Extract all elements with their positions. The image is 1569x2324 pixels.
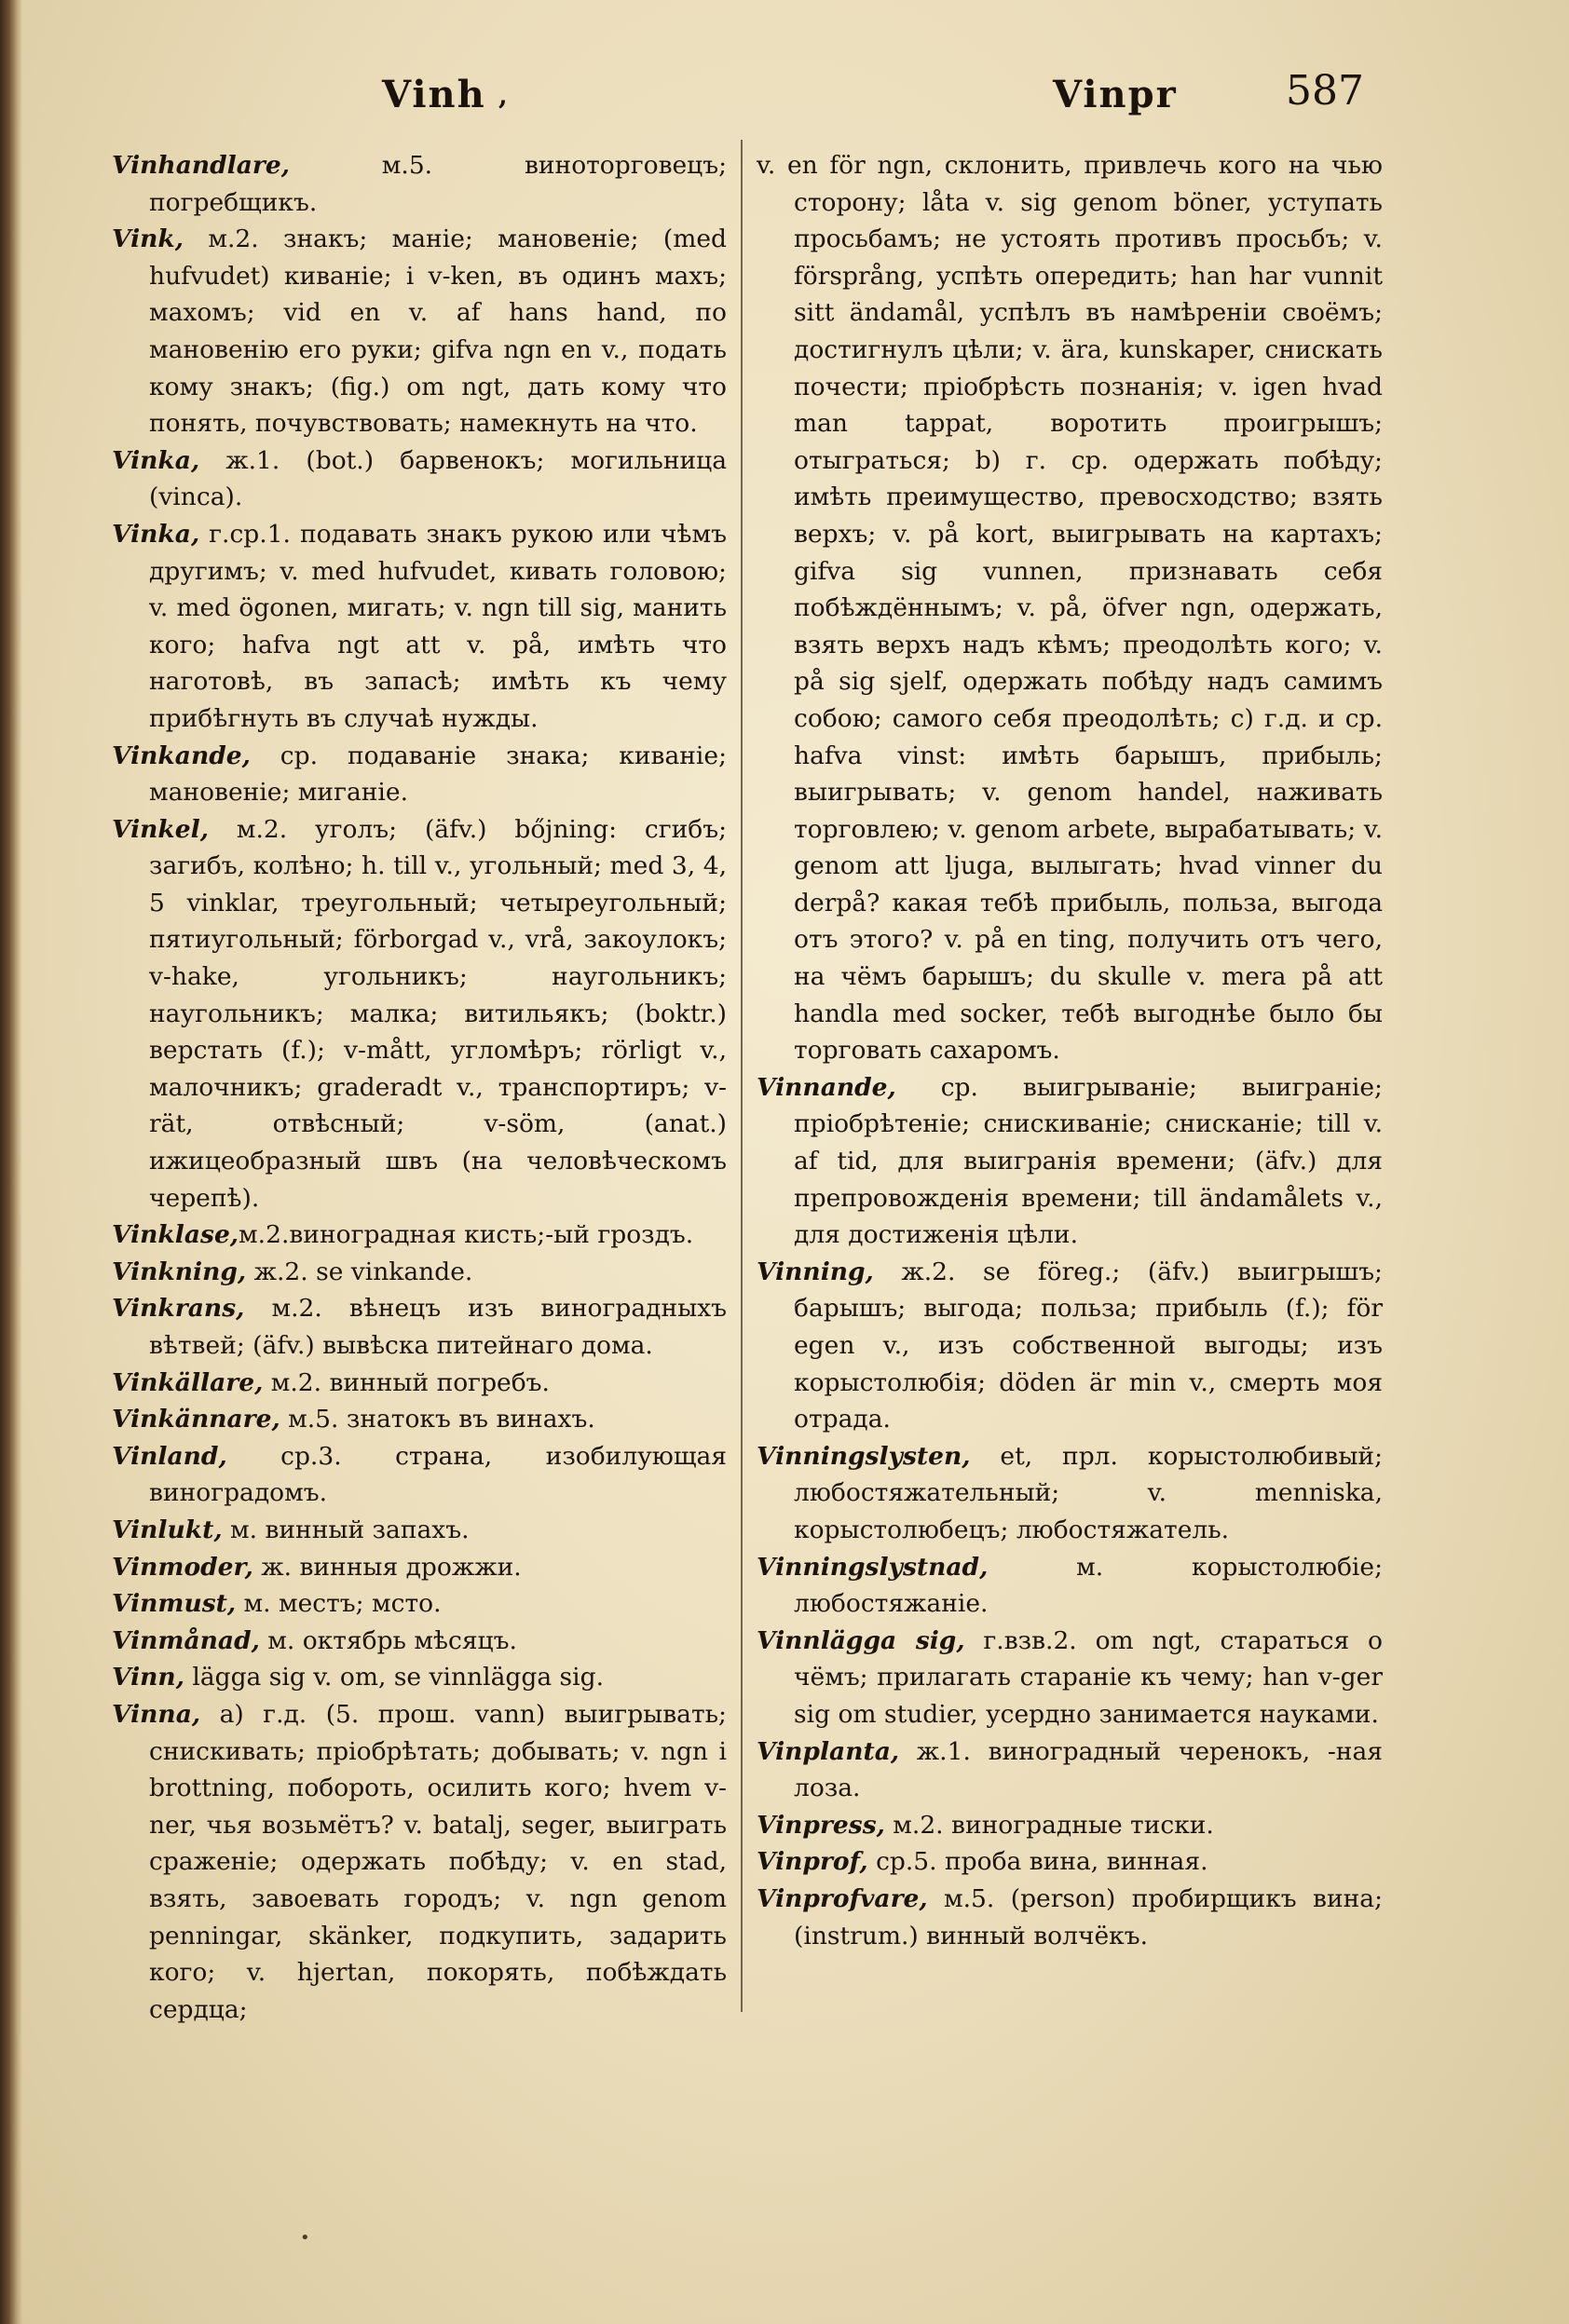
entry-definition: а) г.д. (5. прош. vann) выигрывать; снискивать; пріобрѣтать; добывать; v. ngn i brottning, побороть, осилить кого; hvem v-ner, чья возьмётъ? v. batalj, seger, выиграть сраженіе; одержать побѣду; v. en stad, взять, завоевать городъ; v. ngn genom penningar, skänker, подкупить, задарить кого; v. hjertan, покорять, побѣждать сердца;	[149, 1699, 727, 2024]
dictionary-entry	[112, 221, 727, 442]
entry-headword: Vinn,	[112, 1663, 184, 1692]
entry-definition: ж.1. (bot.) барвенокъ; могильница (vinca).	[149, 445, 727, 512]
header-mark: ,	[498, 80, 510, 111]
entry-headword: Vinkel,	[112, 814, 209, 844]
dictionary-entry	[112, 1365, 727, 1402]
book-binding-edge	[0, 0, 22, 2324]
dictionary-entry	[757, 1069, 1383, 1254]
dictionary-entry	[112, 1585, 727, 1623]
page-number: 587	[1286, 67, 1364, 115]
entry-headword: Vinmoder,	[112, 1552, 253, 1582]
header-right-guide-word: Vinpr	[1053, 73, 1178, 116]
entry-definition: м.2. уголъ; (äfv.) bőjning: сгибъ; загибъ, колѣно; h. till v., угольный; med 3, 4, 5 vinklar, треугольный; четыреугольный; пятиугольный; förborgad v., vrå, закоулокъ; v-hake, угольникъ; наугольникъ; наугольникъ; малка; витильякъ; (boktr.) верстать (f.); v-mått, угломѣръ; rörligt v., малочникъ; graderadt v., транспортиръ; v-rät, отвѣсный; v-söm, (anat.) ижицеобразный швъ (на человѣческомъ черепѣ).	[149, 814, 727, 1213]
entry-headword: Vinnlägga sig,	[757, 1625, 965, 1655]
entry-definition: ж.1. виноградный черенокъ, -ная лоза.	[794, 1736, 1383, 1803]
entry-definition: г.взв.2. om ngt, стараться о чёмъ; прилагать стараніе къ чему; han v-ger sig om studier, усердно занимается науками.	[794, 1625, 1383, 1729]
dictionary-entry	[112, 738, 727, 811]
entry-definition: м.2. винный погребъ.	[263, 1367, 550, 1397]
entry-headword: Vinland,	[112, 1441, 227, 1471]
entry-definition: ср. выигрываніе; выиграніе; пріобрѣтеніе; снискиваніе; снисканіе; till v. af tid, для выигранія времени; (äfv.) для препровожденія времени; till ändamålets v., для достиженія цѣли.	[794, 1072, 1383, 1250]
entry-headword: Vinka,	[112, 519, 200, 549]
entry-definition: м.5. виноторговецъ; погребщикъ.	[149, 151, 727, 217]
dictionary-entry	[112, 442, 727, 516]
entry-headword: Vinmust,	[112, 1589, 237, 1619]
entry-definition: et, прл. корыстолюбивый; любостяжательный; v. menniska, корыстолюбецъ; любостяжатель.	[794, 1441, 1383, 1544]
entry-headword: Vinlukt,	[112, 1515, 223, 1544]
entry-definition: м. октябрь мѣсяцъ.	[259, 1625, 517, 1655]
entry-headword: Vinna,	[112, 1699, 201, 1729]
dictionary-entry	[112, 1216, 727, 1254]
entry-definition: ср.3. страна, изобилующая виноградомъ.	[149, 1441, 727, 1508]
dictionary-entry	[112, 1696, 727, 2028]
dictionary-entry	[112, 811, 727, 1217]
dictionary-entry	[112, 1254, 727, 1291]
dictionary-entry	[757, 1438, 1383, 1549]
entry-definition: ж.2. se vinkande.	[246, 1257, 473, 1286]
left-column	[112, 147, 727, 2028]
dictionary-entry	[757, 1843, 1383, 1881]
entry-headword: Vinningslysten,	[757, 1441, 971, 1471]
dictionary-entry	[757, 1807, 1383, 1844]
entry-definition: ж. винныя дрожжи.	[252, 1552, 522, 1582]
right-column	[757, 147, 1383, 1954]
entry-definition: ср.5. проба вина, винная.	[867, 1847, 1208, 1877]
entry-definition: м.2. знакъ; маніе; мановеніе; (med hufvudet) киваніе; i v-ken, въ одинъ махъ; махомъ; vid en v. af hans hand, по мановенію его руки; gifva ngn en v., подать кому знакъ; (fig.) om ngt, дать кому что понять, почувствовать; намекнуть на что.	[149, 224, 727, 439]
dictionary-entry	[112, 1401, 727, 1438]
entry-definition: м.5. знатокъ въ винахъ.	[280, 1405, 595, 1434]
entry-headword: Vinprofvare,	[757, 1883, 928, 1913]
entry-definition: ср. подаваніе знака; киваніе; мановеніе; миганіе.	[149, 741, 727, 808]
dictionary-entry	[757, 1733, 1383, 1807]
entry-definition: г.ср.1. подавать знакъ рукою или чѣмъ другимъ; v. med hufvudet, кивать головою; v. med ögonen, мигать; v. ngn till sig, манить кого; hafva ngt att v. på, имѣть что наготовѣ, въ запасѣ; имѣть къ чему прибѣгнуть въ случаѣ нужды.	[149, 519, 727, 733]
entry-headword: Vinka,	[112, 445, 200, 475]
dictionary-entry	[112, 1290, 727, 1364]
entry-headword: Vink,	[112, 224, 184, 254]
dictionary-entry	[757, 1549, 1383, 1623]
entry-headword: Vinkande,	[112, 741, 251, 770]
entry-headword: Vinkrans,	[112, 1294, 245, 1324]
header-left-guide-word: Vinh	[382, 73, 486, 116]
entry-definition: lägga sig v. om, se vinnlägga sig.	[184, 1663, 605, 1692]
entry-definition: м. местъ; мсто.	[236, 1589, 442, 1619]
entry-headword: Vinning,	[757, 1257, 874, 1286]
entry-headword: Vinkännare,	[112, 1405, 280, 1434]
page-header	[112, 67, 1383, 119]
dictionary-entry	[757, 1881, 1383, 1954]
entry-definition: v. en för ngn, склонить, привлечь кого на чью сторону; låta v. sig genom böner, уступать просьбамъ; не устоять противъ просьбъ; v. försprång, успѣть опередить; han har vunnit sitt ändamål, успѣлъ въ намѣреніи своёмъ; достигнулъ цѣли; v. ära, kunskaper, снискать почести; пріобрѣсть познанія; v. igen hvad man tappat, воротить проигрышъ; отыграться; b) г. ср. одержать побѣду; имѣть преимущество, превосходство; взять верхъ; v. på kort, выигрывать на картахъ; gifva sig vunnen, признавать себя побѣждённымъ; v. på, öfver ngn, одержать, взять верхъ надъ кѣмъ; преодолѣть кого; v. på sig sjelf, одержать побѣду надъ самимъ собою; самого себя преодолѣть; c) г.д. и ср. hafva vinst: имѣть барышъ, прибыль; выигрывать; v. genom handel, наживать торговлею; v. genom arbete, вырабатывать; v. genom att ljuga, вылыгать; hvad vinner du derpå? какая тебѣ прибыль, польза, выгода отъ этого? v. på en ting, получить отъ чего, на чёмъ барышъ; du skulle v. mera på att handla med socker, тебѣ выгоднѣе было бы торговать сахаромъ.	[757, 151, 1383, 1066]
dictionary-entry	[112, 1438, 727, 1512]
entry-definition: м. корыстолюбіе; любостяжаніе.	[794, 1552, 1383, 1619]
entry-headword: Vinhandlare,	[112, 151, 290, 180]
entry-headword: Vinmånad,	[112, 1625, 260, 1655]
dictionary-entry	[757, 1623, 1383, 1733]
entry-definition: м.2. вѣнецъ изъ виноградныхъ вѣтвей; (äfv.) вывѣска питейнаго дома.	[149, 1294, 727, 1360]
dictionary-entry	[112, 1512, 727, 1549]
entry-headword: Vinpress,	[757, 1810, 885, 1840]
entry-headword: Vinplanta,	[757, 1736, 900, 1766]
entry-headword: Vinklase,	[112, 1220, 239, 1250]
dictionary-entry	[112, 1549, 727, 1586]
entry-definition: м. винный запахъ.	[222, 1515, 470, 1544]
entry-headword: Vinningslystnad,	[757, 1552, 989, 1582]
entry-definition: ж.2. se föreg.; (äfv.) выигрышъ; барышъ; выгода; польза; прибыль (f.); för egen v., изъ собственной выгоды; изъ корыстолюбія; döden är min v., смерть моя отрада.	[794, 1257, 1383, 1434]
entry-headword: Vinkällare,	[112, 1367, 264, 1397]
dictionary-entry	[757, 147, 1383, 1069]
dictionary-entry	[112, 147, 727, 221]
dictionary-entry	[112, 516, 727, 738]
entry-definition: м.2. виноградные тиски.	[884, 1810, 1214, 1840]
entry-headword: Vinkning,	[112, 1257, 247, 1286]
entry-definition: м.2.виноградная кисть;-ый гроздъ.	[239, 1220, 694, 1250]
dictionary-entry	[112, 1623, 727, 1660]
entry-headword: Vinprof,	[757, 1847, 868, 1877]
entry-definition: м.5. (person) пробирщикъ вина; (instrum.) винный волчёкъ.	[794, 1883, 1383, 1950]
page-speck: •	[300, 2228, 310, 2248]
dictionary-entry	[757, 1254, 1383, 1438]
entry-headword: Vinnande,	[757, 1072, 896, 1102]
dictionary-entry	[112, 1659, 727, 1696]
column-divider	[741, 140, 743, 2012]
